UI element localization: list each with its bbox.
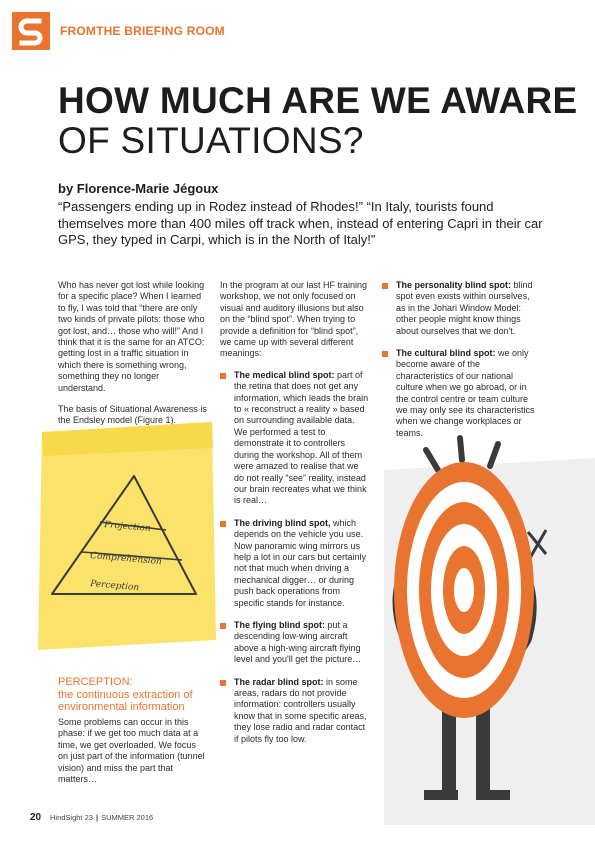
right-foot xyxy=(476,790,510,800)
perception-heading-subtitle: the continuous extraction of environmental information xyxy=(58,688,193,713)
left-foot xyxy=(424,790,458,800)
article-lead: “Passengers ending up in Rodez instead of Rhodes!” “In Italy, tourists found themselves more than 400 miles off track when, instead of entering Capri in their car GPS, they typed in Carpi, which is in the North of Italy!” xyxy=(58,199,543,247)
target-body xyxy=(394,462,534,718)
bullet-personality-text: blind spot even exists within ourselves, as in the Johari Window Model: other people might know things about ourselves that we don't. xyxy=(396,280,533,336)
sticky-note xyxy=(38,422,216,650)
footer-publication-info: HindSight 23 | SUMMER 2016 xyxy=(50,813,154,822)
bullet-cultural-title: The cultural blind spot: xyxy=(396,348,496,359)
column-1 xyxy=(58,280,208,437)
column-2 xyxy=(220,280,370,756)
bullet-flying-text: put a descending low-wing aircraft above a high-wing aircraft flying level and you'll get the picture… xyxy=(234,619,362,665)
perception-heading xyxy=(58,676,218,714)
figure-level-perception: Perception xyxy=(89,579,140,594)
col1-paragraph-1: Who has never got lost while looking for a specific place? When I learned to fly, I was told that “there are only two kinds of private pilots: those who got lost, and… those who will!” And I think that it is the same for an ATCO: getting lost in a traffic situation in which there is something wrong, something they no longer understand. xyxy=(58,280,205,393)
target-character-illustration xyxy=(378,430,595,825)
article-byline: by Florence-Marie Jégoux xyxy=(58,181,219,196)
perception-body: Some problems can occur in this phase: if we get too much data at a time, we get overloaded. We focus on just part of the information (tunnel vision) and miss the part that matters… xyxy=(58,717,205,785)
s-logo-icon xyxy=(12,12,50,50)
col1-paragraph-2: The basis of Situational Awareness is the Endsley model (Figure 1). xyxy=(58,404,207,426)
bullet-radar-text: in some areas, radars do not provide information: controllers usually know that in some specific areas, they lose radio and radar contact if pilots fly too low. xyxy=(234,676,367,744)
bullet-driving-text: which depends on the vehicle you use. Now panoramic wing mirrors us help a lot in our cars but certainly not that much when driving a mechanical digger… or during push back operations from specific stands for instance. xyxy=(234,517,367,608)
column-3 xyxy=(382,280,540,450)
article-title-line1: HOW MUCH ARE WE AWARE xyxy=(58,80,578,121)
bullet-flying xyxy=(220,620,370,666)
endsley-model-figure xyxy=(30,418,220,653)
bullet-personality-title: The personality blind spot: xyxy=(396,280,512,290)
bullet-cultural-text: we only become aware of the characteristics of our national culture when we go abroad, or in the control centre or team culture we may only see its characteristics when we change workplaces or teams. xyxy=(396,348,535,438)
footer-publication: HindSight 23 xyxy=(50,813,93,822)
bullet-medical xyxy=(220,370,370,507)
footer-issue: SUMMER 2016 xyxy=(101,813,154,822)
article-title-line2: OF SITUATIONS? xyxy=(58,120,364,161)
magazine-logo xyxy=(12,12,50,50)
figure-level-comprehension: Comprehension xyxy=(89,551,163,568)
section-label: FROMTHE BRIEFING ROOM xyxy=(60,24,225,38)
perception-heading-title: PERCEPTION: xyxy=(58,676,133,688)
page-number: 20 xyxy=(30,812,42,823)
bullet-driving xyxy=(220,518,370,609)
bullet-radar xyxy=(220,677,370,745)
bullet-personality xyxy=(382,280,540,337)
bullet-medical-text: part of the retina that does not get any information, which leads the brain to « reconstruct a reality » based on surrounding available data. We performed a test to demonstrate it to controllers during the workshop. All of them were amazed to realise that we do not really “see” reality, instead our brain recreates what we think is real… xyxy=(234,369,369,506)
bullet-medical-title: The medical blind spot: xyxy=(234,369,335,380)
bullet-radar-title: The radar blind spot: xyxy=(234,676,324,687)
bullet-flying-title: The flying blind spot: xyxy=(234,619,325,630)
bullet-driving-title: The driving blind spot, xyxy=(234,517,331,528)
figure-level-projection: Projection xyxy=(103,520,152,535)
bullet-cultural xyxy=(382,348,540,439)
col2-intro: In the program at our last HF training workshop, we not only focused on visual and auditory illusions but also on the “blind spot”. When trying to provide a definition for “blind spot”, we came up with several different meanings: xyxy=(220,280,368,359)
